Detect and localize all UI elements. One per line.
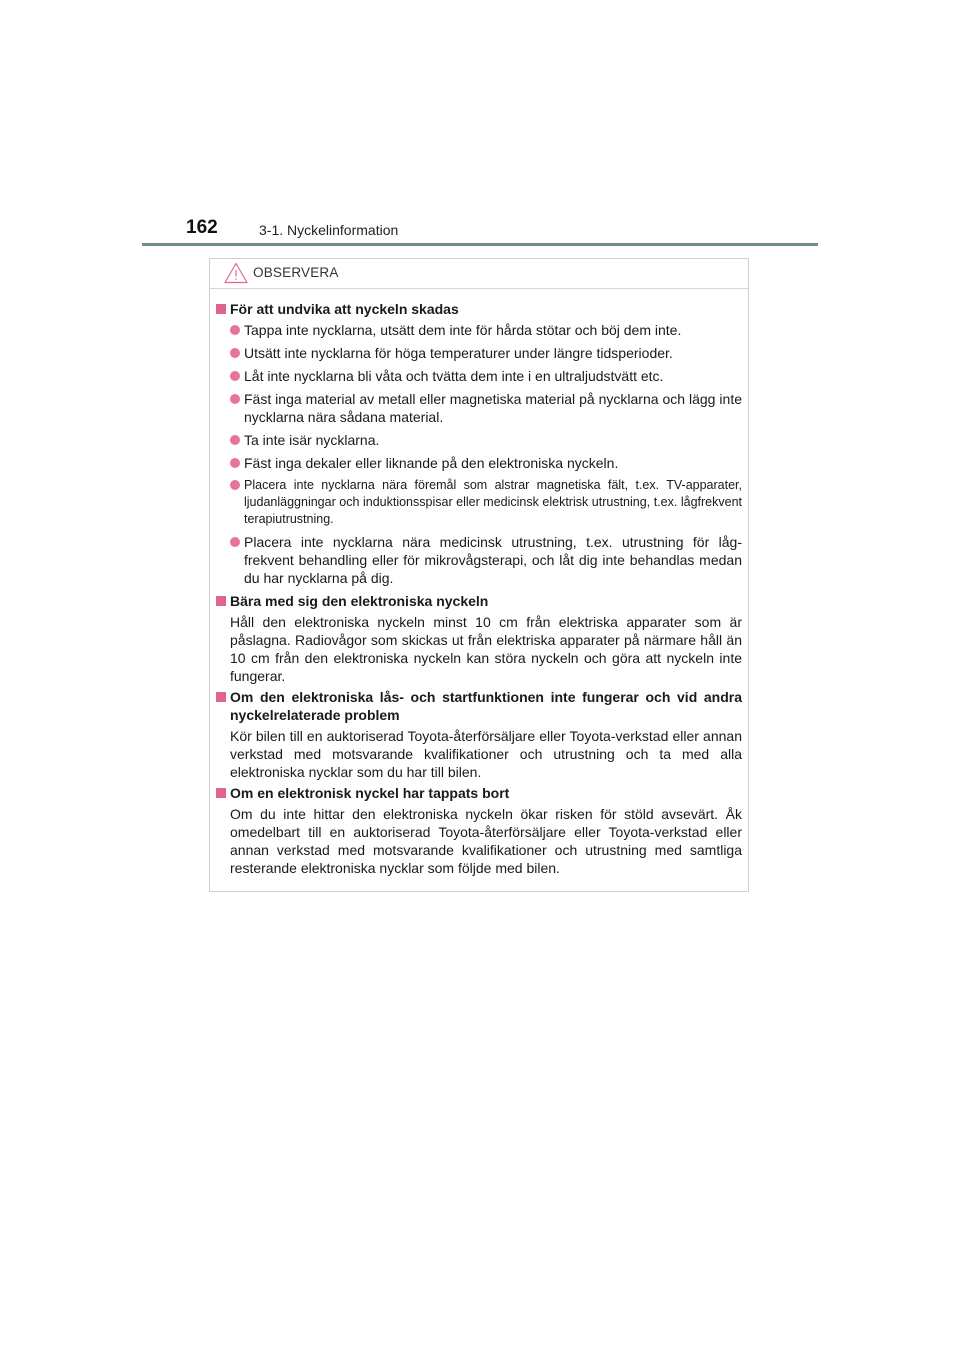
notice-header: [210, 259, 748, 289]
section-text: Om du inte hittar den elektroniska nyckeln ökar risken för stöld avsevärt. Åk omedelbart till en auktoriserad Toyota-återförsäljare eller Toyota-verkstad eller annan verkstad med motsvarande kvalifikationer och utrustning med samtliga resterande elektroniska nycklar som följde med bilen.: [230, 806, 742, 876]
square-bullet-icon: [216, 788, 226, 798]
list-item: Placera inte nycklarna nära föremål som alstrar magnetiska fält, t.ex. TV-apparater, ljudanläggningar och induktionsspisar eller medicinsk elektrisk utrustning, t.ex. lågfrekvent terapiutrustning.: [216, 477, 742, 528]
list-item: Ta inte isär nycklarna.: [216, 431, 742, 449]
circle-bullet-icon: [230, 537, 240, 547]
section-malfunction: [216, 688, 742, 781]
section-heading: Om den elektroniska lås- och startfunktionen inte fungerar och vid andra nyckelrelaterade problem: [216, 688, 742, 724]
section-heading: Bära med sig den elektroniska nyckeln: [216, 592, 742, 610]
square-bullet-icon: [216, 304, 226, 314]
section-prevent-damage: [216, 300, 742, 587]
circle-bullet-icon: [230, 435, 240, 445]
section-heading: Om en elektronisk nyckel har tappats bort: [216, 784, 742, 802]
page-header: [186, 216, 826, 246]
notice-box: [209, 258, 749, 892]
bullet-list: [216, 321, 742, 587]
section-carry-key: [216, 592, 742, 685]
circle-bullet-icon: [230, 480, 240, 490]
circle-bullet-icon: [230, 458, 240, 468]
circle-bullet-icon: [230, 394, 240, 404]
section-lost-key: [216, 784, 742, 877]
circle-bullet-icon: [230, 348, 240, 358]
list-item: Utsätt inte nycklarna för höga temperaturer under längre tidsperioder.: [216, 344, 742, 362]
circle-bullet-icon: [230, 325, 240, 335]
section-text: Håll den elektroniska nyckeln minst 10 cm från elektriska apparater som är påslagna. Radiovågor som skickas ut från elektriska apparater på närmare håll än 10 cm från den elektroniska nyckeln kan störa nyckeln och göra att nyckeln inte fungerar.: [230, 614, 742, 684]
notice-body: [210, 289, 748, 877]
list-item: Fäst inga material av metall eller magnetiska material på nycklarna och lägg inte nycklarna nära sådana material.: [216, 390, 742, 426]
list-item: Tappa inte nycklarna, utsätt dem inte för hårda stötar och böj dem inte.: [216, 321, 742, 339]
square-bullet-icon: [216, 596, 226, 606]
warning-triangle-icon: [224, 262, 248, 284]
section-title: 3-1. Nyckelinformation: [259, 222, 399, 238]
list-item: Placera inte nycklarna nära medicinsk utrustning, t.ex. utrustning för låg-frekvent behandling eller för mikrovågsterapi, och låt dig inte behandlas medan du har nycklarna på dig.: [216, 533, 742, 587]
list-item: Låt inte nycklarna bli våta och tvätta dem inte i en ultraljudstvätt etc.: [216, 367, 742, 385]
notice-title: OBSERVERA: [253, 265, 339, 280]
square-bullet-icon: [216, 692, 226, 702]
list-item: Fäst inga dekaler eller liknande på den elektroniska nyckeln.: [216, 454, 742, 472]
circle-bullet-icon: [230, 371, 240, 381]
header-divider: [142, 243, 818, 246]
page-number: 162: [186, 217, 218, 238]
section-text: Kör bilen till en auktoriserad Toyota-återförsäljare eller Toyota-verkstad eller annan verkstad med motsvarande kvalifikationer och utrustning och ta med alla elektroniska nycklar som du har till bilen.: [230, 728, 742, 780]
section-heading: För att undvika att nyckeln skadas: [216, 300, 742, 318]
